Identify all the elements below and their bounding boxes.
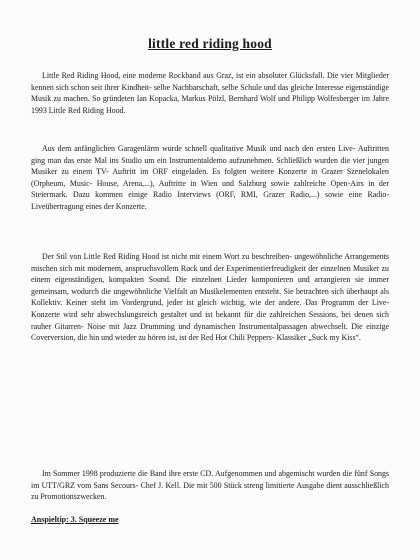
listening-tip: Anspieltip: 3. Squeeze me [31, 515, 119, 524]
paragraph-style: Der Stil von Little Red Riding Hood ist nicht mit einem Wort zu beschreiben- ungewöhnliche Arrangements mischen sich mit modernem, anspruchsvollem Rock und der Experimentierfreudigkeit der einzelnen Musiker zu einem eigenständigen, kompakten Sound. Die einzelnen Lieder komponieren und arrangieren sie immer gemeinsam, wodurch die ungewöhnliche Vielfalt an Musikelementen entsteht. Sie betrachten sich überhaupt als Kollektiv. Keiner steht im Vordergrund, jeder ist gleich wichtig, wie der andere. Das Programm der Live- Konzerte wird sehr abwechslungsreich gestaltet und ist bekannt für die zahlreichen Sessions, bei denen sich rauher Gitarren- Noise mit Jazz Drumming und dynamischen Instrumentalpassagen abwechselt. Die einzige Coverversion, die hin und wieder zu hören ist, ist der Red Hot Chili Peppers- Klassiker „Suck my Kiss“. [31, 252, 389, 343]
paragraph-band-intro: Little Red Riding Hood, eine moderne Rockband aus Graz, ist ein absoluter Glücksfall. Die vier Mitglieder kennen sich schon seit ihrer Kindheit- selbe Nachbarschaft, selbe Schule und das gleiche Interesse eigenständige Musik zu machen. So gründeten Ian Kopacka, Markus Pölzl, Bernhard Wolf und Philipp Wolfesberger im Jahre 1993 Little Red Riding Hood. [31, 71, 389, 115]
document-title: little red riding hood [148, 36, 272, 51]
paragraph-history: Aus dem anfänglichen Garagenlärm wurde schnell qualitative Musik und nach den ersten Live- Auftritten ging man das erste Mal ins Studio um ein Instrumentaldemo aufzunehmen. Schließlich wurden die vier jungen Musiker zu einem TV- Auftritt im ORF eingeladen. Es folgten weitere Konzerte in Grazer Szenelokalen (Orpheum, Music- House, Arena,...), Auftritte in Wien und Salzburg sowie zahlreiche Open-Airs in der Steiermark. Dazu kommen einige Radio Interviews (ORF, RMI, Grazer Radio,...) sowie eine Radio- Liveübertragung eines der Konzerte. [31, 144, 389, 211]
paragraph-cd-release: Im Sommer 1998 produzierte die Band ihre erste CD. Aufgenommen und abgemischt wurden die fünf Songs im UTT/GRZ vom Sans Secours- Chef J. Kell. Die mit 500 Stück streng limitierte Ausgabe dient ausschließlich zu Promotionszwecken. [31, 469, 389, 502]
